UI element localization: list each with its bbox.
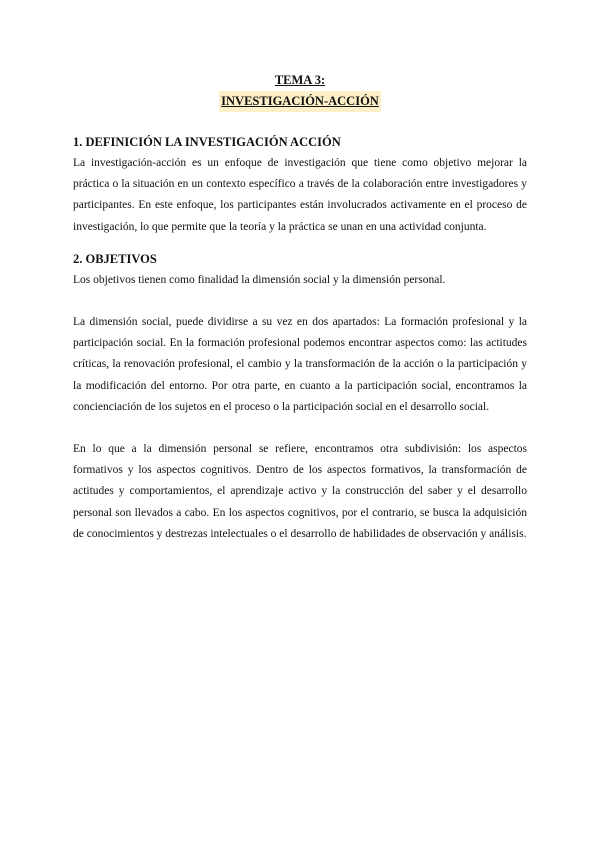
document-title [0,70,600,112]
paragraph-dimension-social: La dimensión social, puede dividirse a su vez en dos apartados: La formación profesional y la participación social. En la formación profesional podemos encontrar aspectos como: las actitudes críticas, la renovación profesional, el cambio y la transformación de la acción o la participación y la modificación del entorno. Por otra parte, en cuanto a la participación social, encontramos la concienciación de los sujetos en el proceso o la participación social en el desarrollo social. [73,316,527,413]
section-heading-definicion: 1. DEFINICIÓN LA INVESTIGACIÓN ACCIÓN [73,135,341,149]
paragraph-objetivos-intro: Los objetivos tienen como finalidad la dimensión social y la dimensión personal. [73,273,446,286]
title-line-2: INVESTIGACIÓN-ACCIÓN [219,91,381,112]
paragraph-definicion: La investigación-acción es un enfoque de investigación que tiene como objetivo mejorar la práctica o la situación en un contexto específico a través de la colaboración entre investigadores y participantes. En este enfoque, los participantes están involucrados activamente en el proceso de investigación, lo que permite que la teoría y la práctica se unan en una actividad conjunta. [73,157,527,233]
title-line-1: TEMA 3: [274,73,326,87]
spacer [73,238,527,249]
paragraph-dimension-personal: En lo que a la dimensión personal se refiere, encontramos otra subdivisión: los aspectos formativos y los aspectos cognitivos. Dentro de los aspectos formativos, la transformación de actitudes y comportamientos, el aprendizaje activo y la construcción del saber y el desarrollo personal son llevados a cabo. En los aspectos cognitivos, por el contrario, se busca la adquisición de conocimientos y destrezas intelectuales o el desarrollo de habilidades de observación y análisis. [73,443,527,540]
spacer [73,418,527,439]
spacer [73,291,527,312]
document-body [73,132,527,545]
section-heading-objetivos: 2. OBJETIVOS [73,251,157,266]
